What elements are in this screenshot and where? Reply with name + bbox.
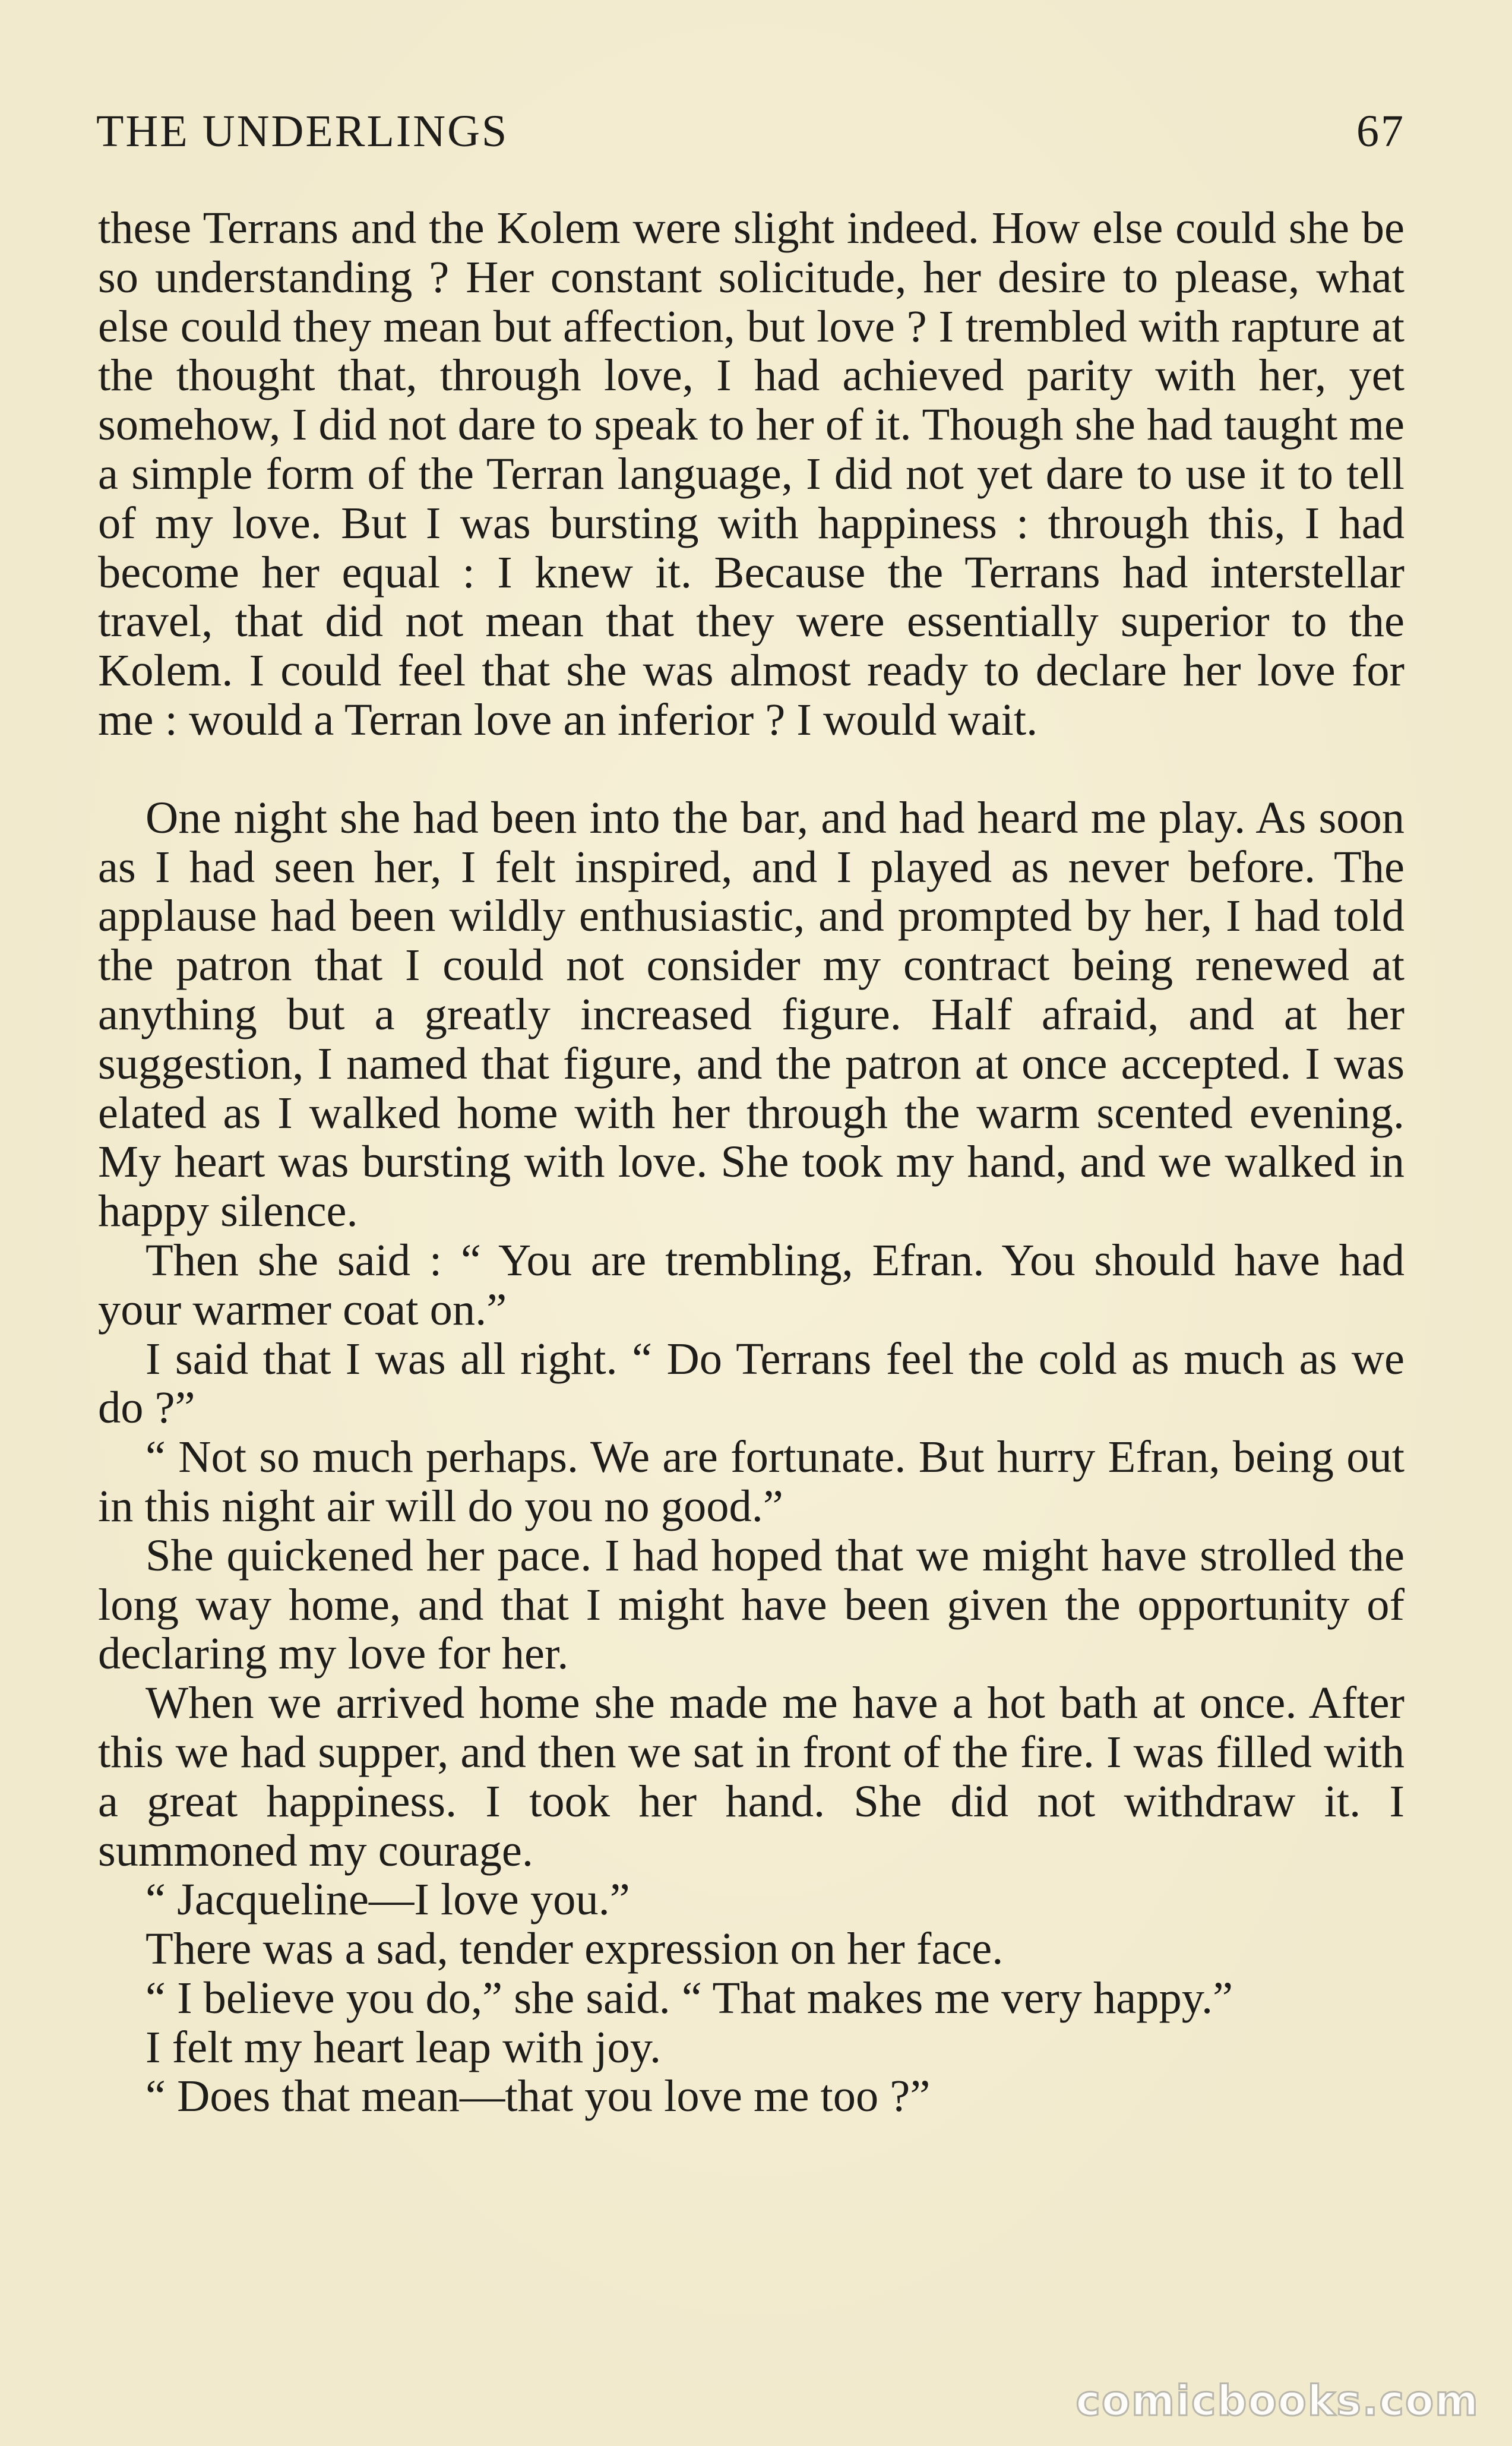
watermark-logo: comicbooks.com <box>1076 2377 1479 2425</box>
paragraph: I said that I was all right. “ Do Terrans feel the cold as much as we do ?” <box>98 1333 1405 1433</box>
paragraph: She quickened her pace. I had hoped that we might have strolled the long way home, and that I might have been given the opportunity of declaring my love for her. <box>98 1529 1405 1679</box>
paragraph: When we arrived home she made me have a hot bath at once. After this we had supper, and then we sat in front of the fire. I was filled with a great happiness. I took her hand. She did not withdraw it. I summoned my courage. <box>98 1677 1405 1876</box>
running-header <box>96 106 1405 165</box>
paragraph-continuation: these Terrans and the Kolem were slight indeed. How else could she be so understanding ? Her constant solicitude, her desire to please, what else could they mean but affection, but love ? I trembled with rapture at the thought that, through love, I had achieved parity with her, yet somehow, I did not dare to speak to her of it. Though she had taught me a simple form of the Terran language, I did not yet dare to use it to tell of my love. But I was bursting with happiness : through this, I had become her equal : I knew it. Because the Terrans had interstellar travel, that did not mean that they were essentially superior to the Kolem. I could feel that she was almost ready to declare her love for me : would a Terran love an inferior ? I would wait. <box>98 203 1405 745</box>
paragraph: “ Not so much perhaps. We are fortunate. But hurry Efran, being out in this night air will do you no good.” <box>98 1431 1405 1531</box>
paragraph: “ Does that mean—that you love me too ?” <box>145 2071 931 2122</box>
running-title: THE UNDERLINGS <box>96 106 509 156</box>
paragraph: Then she said : “ You are trembling, Efran. You should have had your warmer coat on.” <box>98 1234 1405 1335</box>
paragraph: I felt my heart leap with joy. <box>145 2021 662 2072</box>
page-number: 67 <box>1356 106 1405 156</box>
paragraph: One night she had been into the bar, and had heard me play. As soon as I had seen her, I felt inspired, and I played as never before. The applause had been wildly enthusiastic, and prompted by her, I had told the patron that I could not consider my contract being renewed at anything but a greatly increased figure. Half afraid, and at her suggestion, I named that figure, and the patron at once accepted. I was elated as I walked home with her through the warm scented evening. My heart was bursting with love. She took my hand, and we walked in happy silence. <box>98 792 1405 1237</box>
paragraph: “ I believe you do,” she said. “ That makes me very happy.” <box>145 1972 1233 2023</box>
paragraph: “ Jacqueline—I love you.” <box>145 1874 630 1925</box>
body-text <box>98 204 1405 2121</box>
paragraph: There was a sad, tender expression on her face. <box>145 1923 1004 1974</box>
